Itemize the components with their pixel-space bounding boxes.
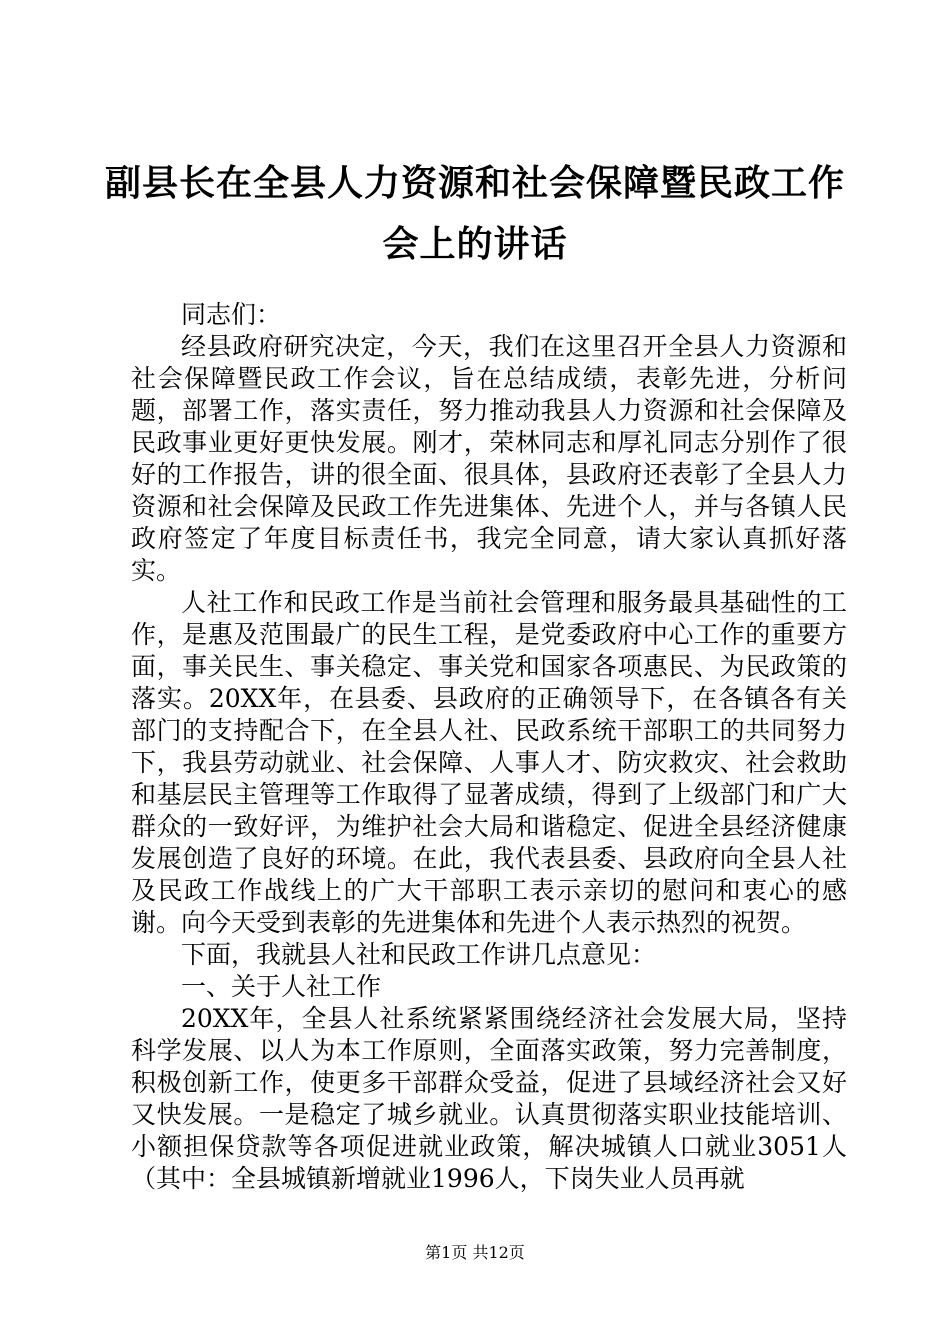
document-body <box>131 299 847 1195</box>
paragraph-section-one: 20XX年，全县人社系统紧紧围绕经济社会发展大局，坚持科学发展、以人为本工作原则，全面落实政策，努力完善制度，积极创新工作，使更多干部群众受益，促进了县域经济社会又好又快发展。一是稳定了城乡就业。认真贯彻落实职业技能培训、小额担保贷款等各项促进就业政策，解决城镇人口就业3051人（其中：全县城镇新增就业1996人，下岗失业人员再就 <box>131 1004 847 1193</box>
paragraph-transition: 下面，我就县人社和民政工作讲几点意见： <box>181 940 657 969</box>
document-title-line-1: 副县长在全县人力资源和社会保障暨民政工作 <box>104 162 845 204</box>
page-footer: 第1页 共12页 <box>425 1243 525 1262</box>
section-heading: 一、关于人社工作 <box>181 972 382 1001</box>
paragraph-intro: 经县政府研究决定，今天，我们在这里召开全县人力资源和社会保障暨民政工作会议，旨在总结成绩，表彰先进，分析问题，部署工作，落实责任，努力推动我县人力资源和社会保障及民政事业更好更快发展。刚才，荣林同志和厚礼同志分别作了很好的工作报告，讲的很全面、很具体，县政府还表彰了全县人力资源和社会保障及民政工作先进集体、先进个人，并与各镇人民政府签定了年度目标责任书，我完全同意，请大家认真抓好落实。 <box>131 332 847 585</box>
document-title-line-2: 会上的讲话 <box>382 223 568 265</box>
salutation: 同志们： <box>181 300 282 329</box>
paragraph-achievements: 人社工作和民政工作是当前社会管理和服务最具基础性的工作，是惠及范围最广的民生工程，是党委政府中心工作的重要方面，事关民生、事关稳定、事关党和国家各项惠民、为民政策的落实。20XX年，在县委、县政府的正确领导下，在各镇各有关部门的支持配合下，在全县人社、民政系统干部职工的共同努力下，我县劳动就业、社会保障、人事人才、防灾救灾、社会救助和基层民主管理等工作取得了显著成绩，得到了上级部门和广大群众的一致好评，为维护社会大局和谐稳定、促进全县经济健康发展创造了良好的环境。在此，我代表县委、县政府向全县人社及民政工作战线上的广大干部职工表示亲切的慰问和衷心的感谢。向今天受到表彰的先进集体和先进个人表示热烈的祝贺。 <box>131 588 847 937</box>
